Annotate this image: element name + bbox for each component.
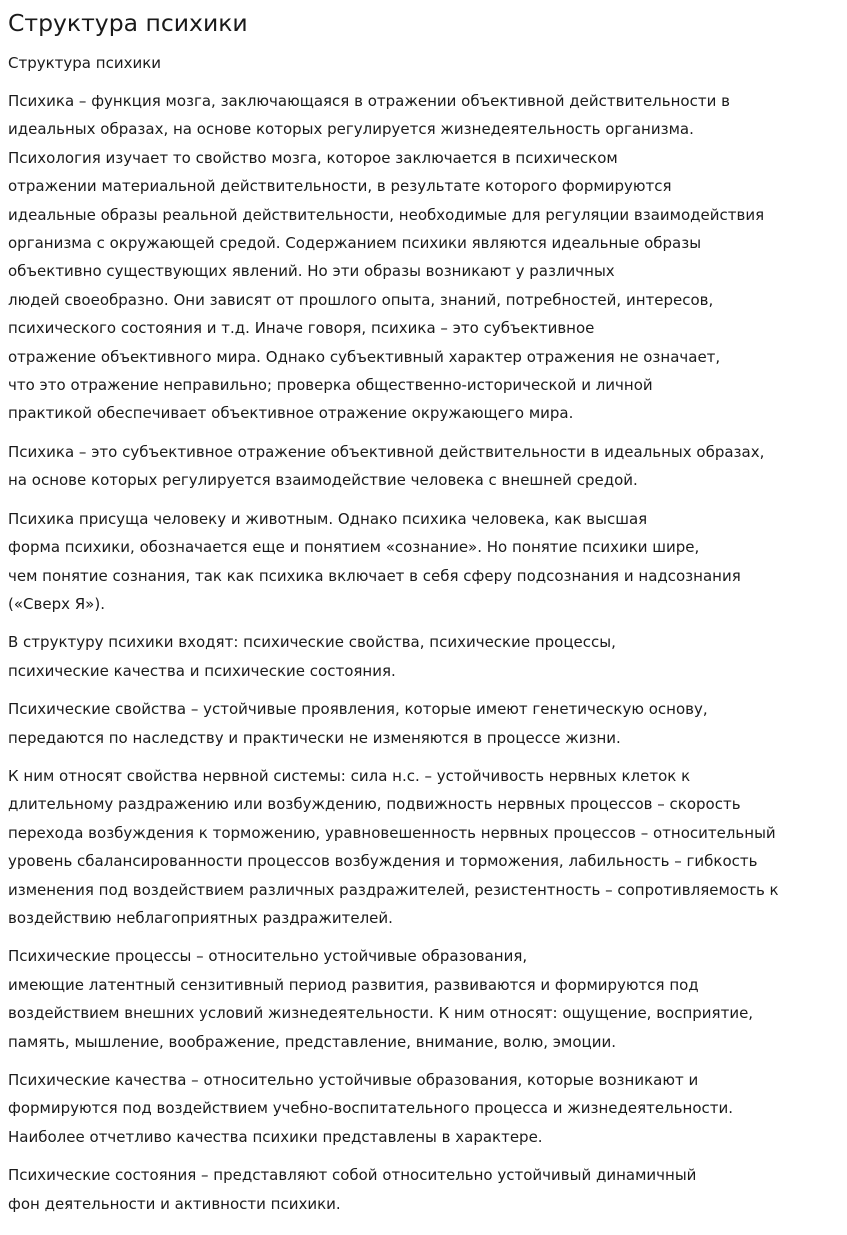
paragraph-mental-qualities: Психические качества – относительно устойчивые образования, которые возникают и формируются под воздействием учебно-воспитательного процесса и жизнедеятельности. Наиболее отчетливо качества психики представлены в характере. [8,1071,734,1146]
paragraph-psyche-consciousness: Психика присуща человеку и животным. Однако психика человека, как высшая форма психики, обозначается еще и понятием «сознание». Но понятие психики шире, чем понятие сознания, так как психика включает в себя сферу подсознания и надсознания («Сверх Я»). [8,509,741,613]
paragraph-mental-processes: Психические процессы – относительно устойчивые образования, имеющие латентный сензитивный период развития, развиваются и формируются под воздействием внешних условий жизнедеятельности. К ним относят: ощущение, восприятие, память, мышление, воображение, представление, внимание, волю, эмоции. [8,947,754,1051]
paragraph-nervous-system-properties: К ним относят свойства нервной системы: сила н.с. – устойчивость нервных клеток к длительному раздражению или возбуждению, подвижность нервных процессов – скорость перехода возбуждения к торможению, уравновешенность нервных процессов – относительный уровень сбалансированности процессов возбуждения и торможения, лабильность – гибкость изменения под воздействием различных раздражителей, резистентность – сопротивляемость к воздействию неблагоприятных раздражителей. [8,766,779,927]
paragraph-psyche-short-definition: Психика – это субъективное отражение объективной действительности в идеальных образах, на основе которых регулируется взаимодействие человека с внешней средой. [8,442,765,490]
paragraph-psyche-definition: Психика – функция мозга, заключающаяся в отражении объективной действительности в идеальных образах, на основе которых регулируется жизнедеятельность организма. Психология изучает то свойство мозга, которое заключается в психическом отражении материальной действительности, в результате которого формируются идеальные образы реальной действительности, необходимые для регуляции взаимодействия организма с окружающей средой. Содержанием психики являются идеальные образы объективно существующих явлений. Но эти образы возникают у различных людей своеобразно. Они зависят от прошлого опыта, знаний, потребностей, интересов, психического состояния и т.д. Иначе говоря, психика – это субъективное отражение объективного мира. Однако субъективный характер отражения не означает, что это отражение неправильно; проверка общественно-исторической и личной практикой обеспечивает объективное отражение окружающего мира. [8,92,765,423]
paragraph-mental-states: Психические состояния – представляют собой относительно устойчивый динамичный фон деятельности и активности психики. [8,1166,697,1213]
article-subtitle: Структура психики [8,54,162,72]
paragraph-psyche-structure: В структуру психики входят: психические свойства, психические процессы, психические качества и психические состояния. [8,633,616,680]
paragraph-mental-properties: Психические свойства – устойчивые проявления, которые имеют генетическую основу, передаются по наследству и практически не изменяются в процессе жизни. [8,700,708,747]
page-title: Структура психики [8,9,248,37]
